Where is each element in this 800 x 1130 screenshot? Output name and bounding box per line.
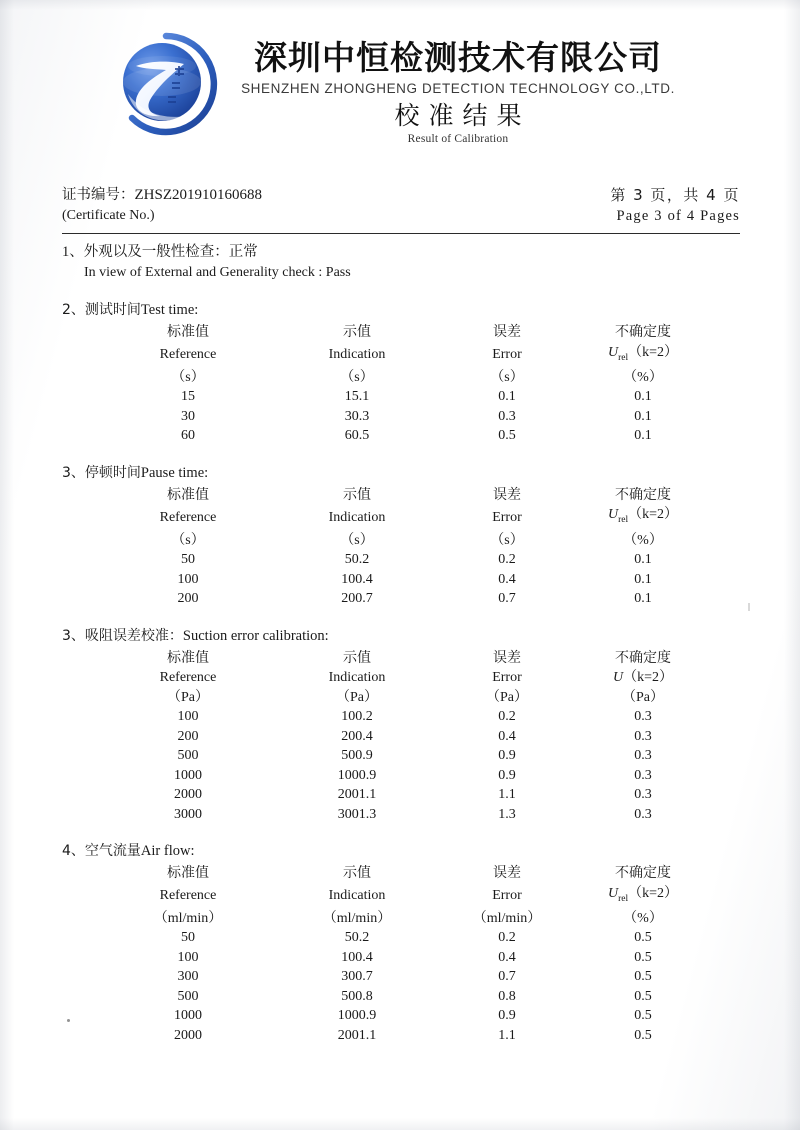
- cell-uncertainty: 0.5: [634, 930, 652, 946]
- cell-reference: 1000: [174, 1008, 202, 1024]
- col-header-error-cn: 误差: [493, 324, 521, 340]
- cell-reference: 200: [177, 728, 199, 744]
- table-header-row-en: [104, 505, 714, 530]
- col-header-uncertainty-en: $U_{rel}(k=2)$: [607, 344, 679, 363]
- cell-indication: 50.2: [344, 930, 370, 946]
- cell-error: 0.9: [498, 748, 516, 764]
- cell-uncertainty: 0.1: [634, 552, 652, 568]
- cell-uncertainty: 0.5: [634, 969, 652, 985]
- scan-edge-top: [0, 0, 800, 10]
- cell-reference: 3000: [174, 806, 202, 822]
- section-1-heading-en: In view of External and Generality check : Pass: [84, 265, 351, 280]
- col-header-uncertainty-cn: 不确定度: [615, 649, 671, 666]
- col-header-uncertainty-cn: 不确定度: [615, 324, 671, 340]
- cell-indication: 500.8: [341, 988, 373, 1004]
- col-header-uncertainty-cn: 不确定度: [615, 865, 671, 882]
- cell-error: 1.1: [498, 1027, 516, 1043]
- cell-error: 1.1: [498, 787, 516, 803]
- cell-error: 1.3: [498, 806, 516, 822]
- page-number-block: [610, 185, 740, 226]
- cell-indication: 30.3: [344, 408, 370, 424]
- col-unit-error: （s）: [490, 369, 524, 385]
- certificate-number-line: [62, 185, 262, 206]
- col-unit-error: （s）: [490, 532, 524, 548]
- cell-error: 0.1: [498, 389, 516, 405]
- table-header-row-cn: [104, 323, 714, 343]
- cell-reference: 100: [177, 571, 199, 587]
- col-header-indication-en: Indication: [328, 888, 386, 904]
- table-row: [104, 426, 714, 446]
- cell-uncertainty: 0.5: [634, 1027, 652, 1043]
- scan-artifact-mark: [748, 603, 750, 611]
- col-unit-reference: （s）: [171, 532, 205, 548]
- col-header-reference-cn: 标准值: [167, 865, 209, 882]
- section-1-heading-cn: 1、外观以及一般性检查：正常: [62, 244, 258, 260]
- page-number-cn: 第 3 页，共 4 页: [610, 186, 740, 204]
- col-header-error-cn: 误差: [493, 649, 521, 666]
- cell-uncertainty: 0.1: [634, 389, 652, 405]
- cell-reference: 200: [177, 591, 199, 607]
- col-header-uncertainty-en: $U_{rel}(k=2)$: [607, 885, 679, 904]
- cell-uncertainty: 0.5: [634, 1008, 652, 1024]
- col-header-uncertainty-en: $U_{rel}(k=2)$: [607, 507, 679, 526]
- cell-error: 0.4: [498, 571, 516, 587]
- certificate-number-value: ZHSZ201910160688: [134, 187, 262, 203]
- document-header: [0, 30, 800, 146]
- col-unit-uncertainty: （%）: [623, 369, 663, 385]
- cell-uncertainty: 0.3: [634, 806, 652, 822]
- col-header-reference-cn: 标准值: [167, 324, 209, 340]
- cell-uncertainty: 0.3: [634, 767, 652, 783]
- table-unit-row: [104, 688, 714, 708]
- section-test-time: [62, 300, 740, 446]
- cell-indication: 50.2: [344, 552, 370, 568]
- cell-uncertainty: 0.3: [634, 748, 652, 764]
- col-header-indication-cn: 示值: [343, 649, 371, 666]
- cell-error: 0.7: [498, 591, 516, 607]
- table-row: [104, 948, 714, 968]
- col-unit-indication: （s）: [340, 532, 374, 548]
- cell-error: 0.2: [498, 709, 516, 725]
- cell-error: 0.7: [498, 969, 516, 985]
- cell-indication: 1000.9: [337, 767, 377, 783]
- cell-reference: 2000: [174, 787, 202, 803]
- table-header-row-cn: [104, 864, 714, 884]
- cell-reference: 50: [181, 552, 195, 568]
- cell-reference: 1000: [174, 767, 202, 783]
- scan-edge-bottom: [0, 1118, 800, 1130]
- col-header-error-en: Error: [492, 670, 522, 686]
- cell-uncertainty: 0.3: [634, 787, 652, 803]
- table-header-row-en: [104, 668, 714, 688]
- table-row: [104, 1006, 714, 1026]
- cell-indication: 200.4: [341, 728, 373, 744]
- col-unit-uncertainty: （Pa）: [622, 689, 664, 705]
- table-row: [104, 805, 714, 825]
- cell-reference: 100: [177, 949, 199, 965]
- document-title-cn: 校准结果: [394, 101, 531, 130]
- section-3-heading-en: Pause time:: [140, 464, 209, 481]
- table-header-row-cn: [104, 486, 714, 506]
- scan-artifact-speck: [67, 1019, 70, 1022]
- spacer: [62, 283, 740, 300]
- col-unit-uncertainty: （%）: [623, 910, 663, 926]
- col-header-error-cn: 误差: [493, 865, 521, 882]
- col-header-indication-en: Indication: [328, 670, 386, 686]
- section-suction-heading-en: Suction error calibration:: [182, 627, 329, 644]
- col-unit-reference: （ml/min）: [153, 910, 223, 926]
- cell-indication: 3001.3: [337, 806, 377, 822]
- table-row: [104, 570, 714, 590]
- cell-error: 0.4: [498, 949, 516, 965]
- col-unit-error: （ml/min）: [472, 910, 542, 926]
- suction-error-table: [104, 649, 714, 825]
- col-unit-indication: （Pa）: [336, 689, 378, 705]
- document-title-en: Result of Calibration: [407, 133, 509, 145]
- col-unit-error: （Pa）: [486, 689, 528, 705]
- page-number-en: Page 3 of 4 Pages: [616, 208, 740, 224]
- cell-reference: 2000: [174, 1027, 202, 1043]
- cell-indication: 100.4: [341, 949, 373, 965]
- cell-uncertainty: 0.1: [634, 591, 652, 607]
- col-header-error-cn: 误差: [493, 486, 521, 503]
- certificate-number-block: [62, 185, 262, 226]
- cell-reference: 60: [181, 428, 195, 444]
- col-header-reference-cn: 标准值: [167, 649, 209, 666]
- table-row: [104, 967, 714, 987]
- cell-indication: 500.9: [341, 748, 373, 764]
- col-header-indication-en: Indication: [328, 347, 386, 363]
- cell-uncertainty: 0.5: [634, 988, 652, 1004]
- section-4-heading: [62, 841, 740, 862]
- air-flow-table: [104, 864, 714, 1045]
- cell-reference: 500: [177, 748, 199, 764]
- section-2-heading: [62, 300, 740, 321]
- cell-uncertainty: 0.1: [634, 571, 652, 587]
- section-4-heading-cn: 4、空气流量: [62, 843, 141, 860]
- test-time-table: [104, 323, 714, 446]
- col-unit-reference: （Pa）: [167, 689, 209, 705]
- section-suction-heading: [62, 626, 740, 647]
- table-row: [104, 746, 714, 766]
- section-suction-error: [62, 626, 740, 825]
- cell-uncertainty: 0.1: [634, 428, 652, 444]
- cell-error: 0.9: [498, 767, 516, 783]
- section-4-heading-en: Air flow:: [140, 843, 195, 860]
- calibration-results-body: [62, 242, 740, 1045]
- scan-edge-left: [0, 0, 14, 1130]
- cell-indication: 300.7: [341, 969, 373, 985]
- cell-indication: 200.7: [341, 591, 373, 607]
- cell-uncertainty: 0.3: [634, 709, 652, 725]
- section-pause-time: [62, 463, 740, 609]
- col-header-error-en: Error: [492, 510, 522, 526]
- cell-indication: 15.1: [344, 389, 370, 405]
- col-header-reference-en: Reference: [159, 510, 217, 526]
- table-row: [104, 1026, 714, 1046]
- table-row: [104, 785, 714, 805]
- cell-indication: 100.2: [341, 709, 373, 725]
- col-header-indication-en: Indication: [328, 510, 386, 526]
- section-2-heading-en: Test time:: [140, 302, 199, 318]
- table-row: [104, 766, 714, 786]
- company-name-en: SHENZHEN ZHONGHENG DETECTION TECHNOLOGY CO.,LTD.: [241, 81, 675, 96]
- cell-error: 0.2: [498, 552, 516, 568]
- section-air-flow: [62, 841, 740, 1045]
- table-header-row-en: [104, 343, 714, 368]
- col-header-uncertainty-en: U（k=2）: [612, 670, 674, 686]
- cell-reference: 15: [181, 389, 195, 405]
- section-3-heading: [62, 463, 740, 484]
- table-row: [104, 707, 714, 727]
- cell-error: 0.3: [498, 408, 516, 424]
- cell-reference: 500: [177, 988, 199, 1004]
- header-divider: [62, 233, 740, 234]
- cell-error: 0.4: [498, 728, 516, 744]
- table-row: [104, 589, 714, 609]
- pause-time-table: [104, 486, 714, 609]
- header-text-block: [228, 30, 688, 146]
- cell-error: 0.5: [498, 428, 516, 444]
- col-header-indication-cn: 示值: [343, 324, 371, 340]
- cell-error: 0.9: [498, 1008, 516, 1024]
- cell-error: 0.8: [498, 988, 516, 1004]
- col-header-indication-cn: 示值: [343, 865, 371, 882]
- col-unit-indication: （s）: [340, 369, 374, 385]
- cell-indication: 60.5: [344, 428, 370, 444]
- cell-indication: 2001.1: [337, 787, 377, 803]
- table-unit-row: [104, 531, 714, 551]
- col-header-error-en: Error: [492, 888, 522, 904]
- cell-reference: 50: [181, 930, 195, 946]
- cell-indication: 1000.9: [337, 1008, 377, 1024]
- cell-uncertainty: 0.1: [634, 408, 652, 424]
- col-header-indication-cn: 示值: [343, 486, 371, 503]
- cell-uncertainty: 0.3: [634, 728, 652, 744]
- section-external-check: [62, 242, 740, 283]
- table-row: [104, 407, 714, 427]
- col-header-reference-en: Reference: [159, 888, 217, 904]
- cell-uncertainty: 0.5: [634, 949, 652, 965]
- cell-reference: 30: [181, 408, 195, 424]
- cell-error: 0.2: [498, 930, 516, 946]
- zhongheng-globe-logo-icon: [112, 30, 220, 138]
- table-row: [104, 987, 714, 1007]
- table-row: [104, 928, 714, 948]
- scan-edge-right: [784, 0, 800, 1130]
- col-header-reference-cn: 标准值: [167, 486, 209, 503]
- table-row: [104, 727, 714, 747]
- table-row: [104, 550, 714, 570]
- spacer: [62, 609, 740, 626]
- section-2-heading-cn: 2、测试时间: [62, 302, 141, 318]
- cell-reference: 100: [177, 709, 199, 725]
- cell-indication: 2001.1: [337, 1027, 377, 1043]
- table-header-row-cn: [104, 649, 714, 669]
- col-unit-indication: （ml/min）: [322, 910, 392, 926]
- col-header-reference-en: Reference: [159, 347, 217, 363]
- table-unit-row: [104, 909, 714, 929]
- cell-indication: 100.4: [341, 571, 373, 587]
- certificate-number-label-en: (Certificate No.): [62, 208, 155, 223]
- certificate-meta: [62, 185, 740, 226]
- company-name-cn: 深圳中恒检测技术有限公司: [254, 38, 662, 77]
- cell-reference: 300: [177, 969, 199, 985]
- col-header-reference-en: Reference: [159, 670, 217, 686]
- col-header-uncertainty-cn: 不确定度: [615, 486, 671, 503]
- col-unit-uncertainty: （%）: [623, 532, 663, 548]
- table-header-row-en: [104, 884, 714, 909]
- certificate-number-label-cn: 证书编号：: [62, 187, 135, 203]
- table-row: [104, 387, 714, 407]
- col-unit-reference: （s）: [171, 369, 205, 385]
- section-3-heading-cn: 3、停顿时间: [62, 464, 141, 481]
- spacer: [62, 446, 740, 463]
- section-suction-heading-cn: 3、吸阻误差校准：: [62, 627, 183, 644]
- spacer: [62, 824, 740, 841]
- col-header-error-en: Error: [492, 347, 522, 363]
- table-unit-row: [104, 368, 714, 388]
